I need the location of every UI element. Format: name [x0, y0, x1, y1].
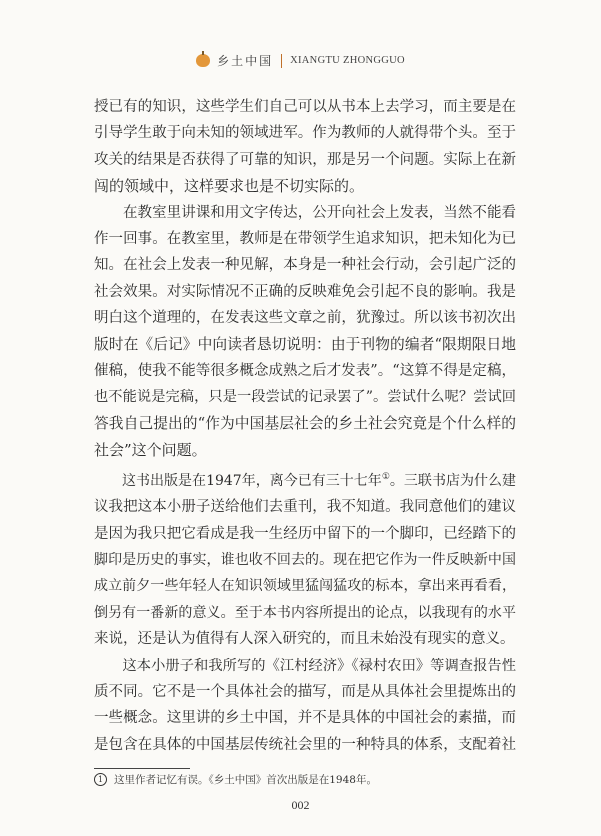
text-segment: 这书出版是在1947年，离今已有三十七年	[122, 472, 382, 489]
text-line: 也不能说是完稿，只是一段尝试的记录罢了”。尝试什么呢？尝试回	[94, 389, 516, 406]
text-line: 来说，还是认为值得有人深入研究的，而且未始没有现实的意义。	[94, 631, 515, 648]
text-line: 社会”这个问题。	[94, 441, 207, 460]
text-line: 授已有的知识，这些学生们自己可以从书本上去学习，而主要是在	[94, 99, 516, 115]
text-line: 质不同。它不是一个具体社会的描写，而是从具体社会里提炼出的	[94, 683, 516, 700]
text-line: 答我自己提出的“作为中国基层社会的乡土社会究竟是个什么样的	[94, 414, 516, 432]
text-line	[94, 464, 516, 494]
text-line: 催稿，使我不能等很多概念成熟之后才发表”。“这算不得是定稿，	[94, 363, 516, 380]
text-line: 倒另有一番新的意义。至于本书内容所提出的论点，以我现有的水平	[94, 604, 516, 621]
text-segment: 。三联书店为什么建	[389, 472, 516, 489]
text-line: 在教室里讲课和用文字传达，公开向社会上发表，当然不能看	[123, 204, 516, 221]
pumpkin-logo-icon	[196, 54, 210, 67]
paragraph-1	[94, 94, 516, 200]
text-line: 知。在社会上发表一种见解，本身是一种社会行动，会引起广泛的	[94, 257, 516, 274]
text-line: 社会效果。对实际情况不正确的反映难免会引起不良的影响。我是	[94, 283, 516, 300]
book-title-en: XIANGTU ZHONGGUO	[290, 55, 405, 66]
text-line: 成立前夕一些年轻人在知识领域里猛闯猛攻的标本，拿出来再看看，	[94, 578, 516, 595]
page-number: 002	[291, 798, 310, 812]
text-line: 这本小册子和我所写的《江村经济》《禄村农田》等调查报告性	[122, 657, 516, 674]
paragraph-4	[94, 653, 516, 759]
text-line: 版时在《后记》中向读者恳切说明：由于刊物的编者“限期限日地	[94, 335, 516, 353]
text-line: 引导学生敢于向未知的领域进军。作为教师的人就得带个头。至于	[94, 125, 516, 142]
footnote-divider	[94, 768, 190, 769]
text-line: 明白这个道理的，在发表这些文章之前，犹豫过。所以该书初次出	[94, 310, 516, 327]
text-line: 闯的领域中，这样要求也是不切实际的。	[94, 177, 365, 196]
text-line: 是包含在具体的中国基层传统社会里的一种特具的体系，支配着社	[94, 736, 516, 753]
text-line: 一些概念。这里讲的乡土中国，并不是具体的中国社会的素描，而	[94, 710, 516, 727]
footnote-ref[interactable]: ①	[381, 471, 390, 482]
book-title-cn: 乡土中国	[217, 54, 274, 68]
paragraph-2	[94, 200, 516, 464]
paragraph-3	[94, 464, 516, 653]
running-header	[0, 52, 601, 69]
text-line: 作一回事。在教室里，教师是在带领学生追求知识，把未知化为已	[94, 231, 516, 248]
text-line: 是因为我只把它看成是我一生经历中留下的一个脚印，已经踏下的	[94, 525, 516, 542]
text-line: 议我把这本小册子送给他们去重刊，我不知道。我同意他们的建议	[94, 499, 516, 516]
footnote-text: 这里作者记忆有误。《乡土中国》首次出版是在1948年。	[114, 774, 377, 786]
footnote	[94, 772, 377, 787]
text-line: 脚印是历史的事实，谁也收不回去的。现在把它作为一件反映新中国	[94, 551, 516, 568]
page-body	[94, 94, 516, 758]
header-divider	[281, 54, 282, 68]
footnote-marker: 1	[94, 773, 107, 786]
text-line: 攻关的结果是否获得了可靠的知识，那是另一个问题。实际上在新	[94, 151, 516, 168]
